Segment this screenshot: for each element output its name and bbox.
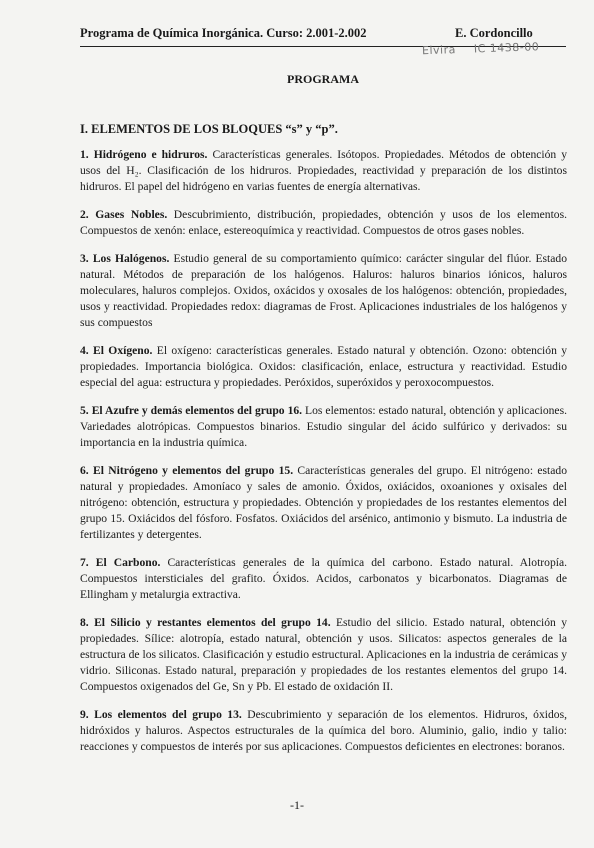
topic-text: El oxígeno: características generales. Estado natural y obtención. Ozono: obtención y propiedades. Importancia biológica. Oxidos: clasificación, enlace, estructura y reactividad. Estudio especial del agua: estructura y propiedades. Peróxidos, superóxidos y peroxocompuestos. <box>80 344 567 389</box>
topic-number: 8. <box>80 616 89 629</box>
topic-heading: Hidrógeno e hidruros. <box>93 148 208 161</box>
topic-heading: Gases Nobles. <box>95 208 168 221</box>
topic-heading: El Oxígeno. <box>93 344 153 357</box>
topic-number: 9. <box>80 708 89 721</box>
topic-number: 6. <box>80 464 89 477</box>
handwritten-name: Elvira <box>421 43 457 58</box>
author-name: E. Cordoncillo <box>455 26 533 40</box>
page-number: -1- <box>290 798 304 812</box>
topic-text: Características generales de la química del carbono. Estado natural. Alotropía. Compuestos intersticiales del grafito. Óxidos. Acidos, carbonatos y bicarbonatos. Diagramas de Ellingham y metalurgia extractiva. <box>80 556 568 601</box>
topic-item-3 <box>80 251 567 331</box>
topic-number: 4. <box>80 344 89 357</box>
topic-number: 1. <box>80 148 89 161</box>
topic-item-1 <box>80 147 567 195</box>
topic-number: 3. <box>80 252 89 265</box>
topic-heading: El Nitrógeno y elementos del grupo 15. <box>93 464 294 477</box>
topic-list <box>80 147 567 767</box>
page-title: PROGRAMA <box>287 72 359 86</box>
section-heading: I. ELEMENTOS DE LOS BLOQUES “s” y “p”. <box>80 122 338 136</box>
topic-text: Descubrimiento y separación de los elementos. Hidruros, óxidos, hidróxidos y haluros. Aspectos estructurales de la química del boro. Aluminio, galio, indio y talio: reacciones y compuestos de interés por sus aplicaciones. Compuestos deficientes en electrones: boranos. <box>80 708 567 753</box>
topic-item-7 <box>80 555 567 603</box>
topic-item-9 <box>80 707 567 755</box>
topic-item-5 <box>80 403 567 451</box>
topic-heading: Los elementos del grupo 13. <box>94 708 242 721</box>
topic-item-4 <box>80 343 567 391</box>
topic-item-8 <box>80 615 567 695</box>
topic-text: Características generales del grupo. El nitrógeno: estado natural y propiedades. Amoníaco y sales de amonio. Óxidos, oxiácidos, oxoaniones y oxisales del nitrógeno: obtención, estructura y propiedades. Obtención y propiedades de los restantes elementos del grupo 15. Oxiácidos del fósforo. Fosfatos. Oxiácidos del arsénico, antimonio y bismuto. La industria de fertilizantes y detergentes. <box>80 464 567 541</box>
topic-heading: El Azufre y demás elementos del grupo 16. <box>91 404 303 417</box>
course-title: Programa de Química Inorgánica. Curso: 2.001-2.002 <box>80 26 367 40</box>
topic-text: Los elementos: estado natural, obtención y aplicaciones. Variedades alotrópicas. Compuestos binarios. Estudio singular del ácido sulfúrico y derivados: su importancia en la industria química. <box>80 404 567 449</box>
topic-number: 7. <box>80 556 89 569</box>
handwritten-code: IC 1438-00 <box>473 40 540 56</box>
topic-heading: El Silicio y restantes elementos del grupo 14. <box>94 616 331 629</box>
topic-item-2 <box>80 207 567 239</box>
topic-number: 5. <box>80 404 89 417</box>
topic-text: Estudio general de su comportamiento químico: carácter singular del flúor. Estado natural. Métodos de preparación de los halógenos. Haluros: haluros binarios iónicos, haluros moleculares, haluros complejos. Oxidos, oxácidos y oxosales de los halógenos: obtención, propiedades, usos y reactividad. Propiedades redox: diagramas de Frost. Aplicaciones industriales de los halógenos y sus compuestos <box>80 252 567 329</box>
topic-number: 2. <box>80 208 89 221</box>
topic-heading: Los Halógenos. <box>92 252 170 265</box>
topic-text: Descubrimiento, distribución, propiedades, obtención y usos de los elementos. Compuestos de xenón: enlace, estereoquímica y reactividad. Compuestos de otros gases nobles. <box>80 208 567 237</box>
topic-item-6 <box>80 463 567 543</box>
topic-text: Estudio del silicio. Estado natural, obtención y propiedades. Sílice: alotropía, estado natural, obtención y usos. Silicatos: aspectos generales de la estructura de los silicatos. Clasificación y estudio estructural. Aplicaciones en la industria de cerámicas y vidrio. Siliconas. Estado natural, preparación y propiedades de los restantes elementos del grupo 14. Compuestos oxigenados del Ge, Sn y Pb. El estado de oxidación II. <box>80 616 567 693</box>
topic-heading: El Carbono. <box>95 556 161 569</box>
topic-text: Características generales. Isótopos. Propiedades. Métodos de obtención y usos del H₂. Clasificación de los hidruros. Propiedades, reactividad y preparación de los distintos hidruros. El papel del hidrógeno en varias fuentes de energía alternativas. <box>80 148 567 193</box>
